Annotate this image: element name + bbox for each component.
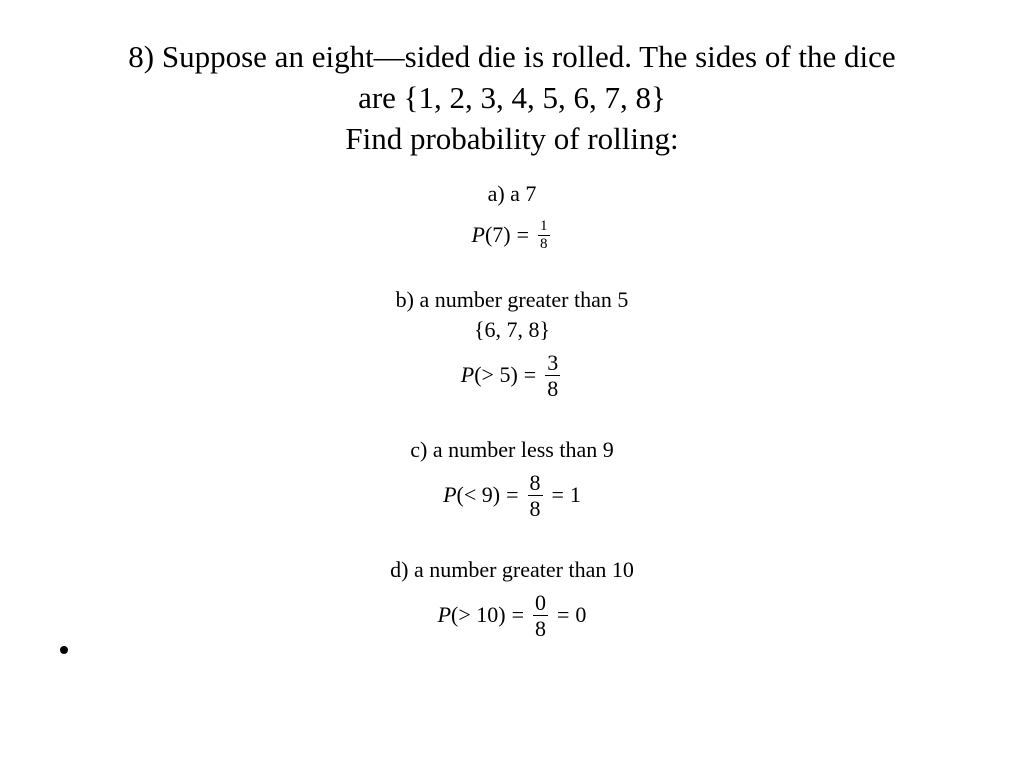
probability-argument: (< 9) xyxy=(456,482,501,507)
numerator: 1 xyxy=(540,217,548,234)
numerator: 3 xyxy=(547,349,559,375)
probability-argument: (> 10) xyxy=(451,602,506,627)
equals-sign: = xyxy=(511,602,524,627)
fraction xyxy=(533,590,548,641)
equals-sign-2: = xyxy=(551,482,564,507)
probability-argument: (7) xyxy=(484,222,511,247)
part-a-label: a) a 7 xyxy=(487,181,537,206)
part-b-equation xyxy=(0,344,1024,406)
part-a-equation xyxy=(0,211,1024,259)
probability-symbol: P xyxy=(471,222,485,247)
part-c-label: c) a number less than 9 xyxy=(410,437,614,462)
fraction xyxy=(538,218,550,253)
denominator: 8 xyxy=(547,375,559,401)
result-value: 1 xyxy=(569,482,581,507)
part-d-equation xyxy=(0,584,1024,646)
part-b-set: {6, 7, 8} xyxy=(473,317,551,342)
fraction xyxy=(528,470,543,521)
probability-symbol: P xyxy=(443,482,457,507)
equals-sign-2: = xyxy=(557,602,570,627)
probability-symbol: P xyxy=(437,602,452,627)
numerator: 0 xyxy=(535,589,546,615)
title-line-1: 8) Suppose an eight—sided die is rolled. The sides of the dice xyxy=(128,39,896,74)
denominator: 8 xyxy=(540,235,548,252)
equals-sign: = xyxy=(516,222,530,247)
probability-symbol: P xyxy=(460,362,475,387)
part-d-label: d) a number greater than 10 xyxy=(390,557,634,582)
denominator: 8 xyxy=(529,495,541,521)
part-c-equation xyxy=(0,464,1024,526)
equals-sign: = xyxy=(506,482,519,507)
title-line-2: are {1, 2, 3, 4, 5, 6, 7, 8} xyxy=(358,80,666,115)
title-line-3: Find probability of rolling: xyxy=(345,121,679,156)
probability-argument: (> 5) xyxy=(474,362,518,387)
bullet-point xyxy=(60,646,68,654)
denominator: 8 xyxy=(535,615,546,641)
part-b-label: b) a number greater than 5 xyxy=(395,287,629,312)
equals-sign: = xyxy=(523,362,537,387)
problem-title xyxy=(40,36,984,159)
numerator: 8 xyxy=(529,469,541,495)
result-value: 0 xyxy=(575,602,587,627)
fraction xyxy=(545,350,560,401)
